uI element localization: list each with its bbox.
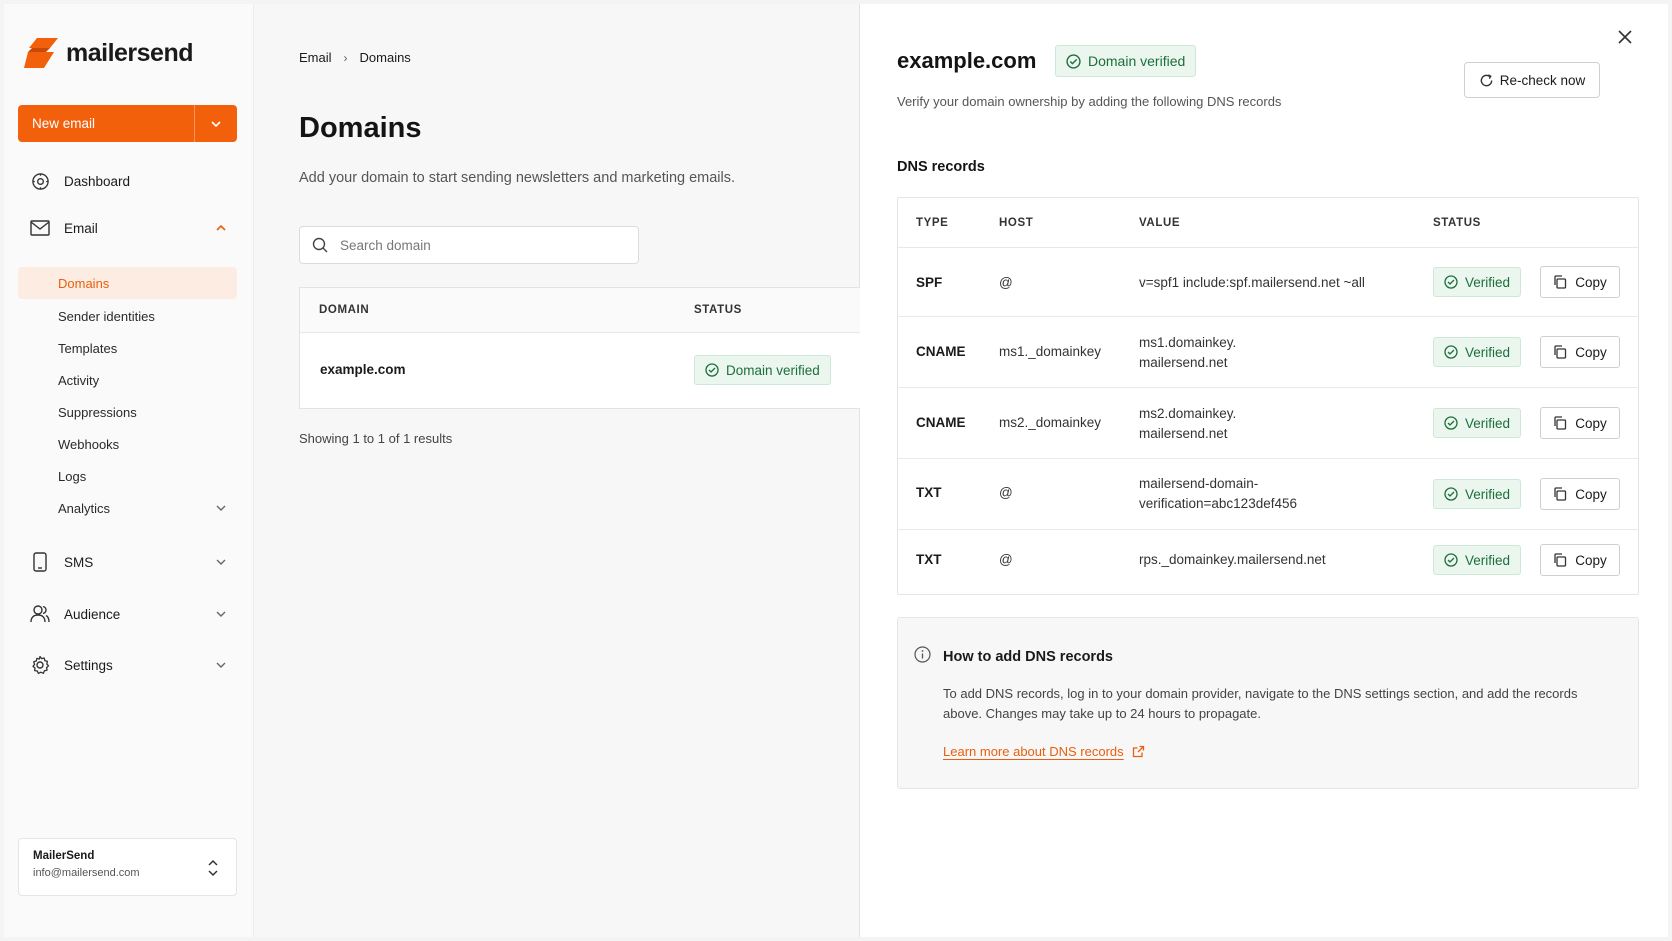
table-row — [898, 317, 1638, 388]
users-icon — [30, 604, 50, 624]
recheck-button[interactable]: Re-check now — [1464, 62, 1600, 98]
status-badge: Domain verified — [694, 355, 831, 385]
chevron-down-icon — [215, 502, 227, 514]
record-host: @ — [999, 485, 1013, 500]
mailersend-logo-icon — [24, 36, 60, 70]
refresh-icon — [1479, 73, 1494, 88]
dns-records-table — [897, 197, 1639, 595]
gauge-icon — [30, 171, 50, 191]
record-value[interactable]: rps._domainkey.mailersend.net — [1139, 552, 1326, 567]
column-header-type: TYPE — [916, 217, 949, 229]
nav-sms[interactable] — [18, 544, 237, 580]
column-header-host: HOST — [999, 217, 1034, 229]
breadcrumb-email[interactable]: Email — [299, 50, 332, 65]
record-type: CNAME — [916, 415, 966, 430]
column-header-value: VALUE — [1139, 217, 1181, 229]
check-circle-icon — [1444, 416, 1458, 430]
page-subtitle: Add your domain to start sending newsletters and marketing emails. — [299, 170, 736, 186]
account-name: MailerSend — [33, 850, 95, 862]
brand-logo[interactable] — [24, 36, 193, 70]
sidebar-item-templates[interactable]: Templates — [58, 340, 118, 356]
account-email: info@mailersend.com — [33, 867, 140, 879]
status-badge: Verified — [1433, 267, 1521, 297]
main-content — [254, 4, 860, 937]
copy-button[interactable]: Copy — [1540, 266, 1620, 298]
check-circle-icon — [1444, 487, 1458, 501]
table-row — [898, 388, 1638, 459]
copy-icon — [1553, 487, 1567, 501]
domain-status-badge: Domain verified — [1055, 45, 1196, 77]
column-header-domain[interactable]: DOMAIN — [319, 304, 370, 316]
record-type: CNAME — [916, 344, 966, 359]
record-type: SPF — [916, 275, 943, 290]
record-value[interactable]: v=spf1 include:spf.mailersend.net ~all — [1139, 275, 1365, 290]
sidebar-item-logs[interactable]: Logs — [58, 468, 87, 484]
domain-detail-drawer — [860, 4, 1668, 937]
drawer-subtitle: Verify your domain ownership by adding the following DNS records — [897, 94, 1282, 109]
breadcrumb-domains: Domains — [359, 50, 411, 65]
table-header — [300, 288, 861, 333]
sidebar-item-activity[interactable]: Activity — [58, 372, 100, 388]
sidebar — [4, 4, 254, 937]
table-header — [898, 198, 1638, 248]
column-header-status[interactable]: STATUS — [694, 304, 742, 316]
table-row — [898, 459, 1638, 530]
record-host: @ — [999, 275, 1013, 290]
chevron-up-down-icon — [206, 859, 220, 877]
table-row[interactable] — [300, 333, 861, 409]
chevron-down-icon — [215, 608, 227, 620]
sidebar-item-analytics[interactable]: Analytics — [18, 492, 237, 524]
search-box[interactable] — [299, 226, 639, 264]
nav-audience-label: Audience — [64, 606, 121, 622]
nav-settings[interactable] — [18, 647, 237, 683]
pagination-summary: Showing 1 to 1 of 1 results — [299, 431, 453, 446]
search-icon — [312, 237, 328, 253]
info-icon — [914, 646, 931, 663]
check-circle-icon — [1066, 54, 1081, 69]
chevron-down-icon — [215, 659, 227, 671]
table-row — [898, 248, 1638, 317]
status-badge: Verified — [1433, 337, 1521, 367]
status-badge: Verified — [1433, 479, 1521, 509]
help-title: How to add DNS records — [943, 649, 1113, 665]
record-value[interactable]: ms2.domainkey. mailersend.net — [1139, 406, 1237, 441]
nav-email-label: Email — [64, 220, 98, 236]
new-email-button[interactable] — [18, 105, 237, 142]
envelope-icon — [30, 218, 50, 238]
help-text: To add DNS records, log in to your domain provider, navigate to the DNS settings section, and add the records above. Changes may take up to 24 hours to propagate. — [943, 686, 1578, 721]
nav-dashboard-label: Dashboard — [64, 173, 131, 189]
sidebar-item-webhooks[interactable]: Webhooks — [58, 436, 120, 452]
app-window — [4, 4, 1668, 937]
copy-icon — [1553, 416, 1567, 430]
gear-icon — [30, 655, 50, 675]
nav-settings-label: Settings — [64, 657, 113, 673]
check-circle-icon — [705, 363, 719, 377]
breadcrumb — [299, 50, 411, 65]
nav-dashboard[interactable] — [18, 163, 237, 199]
learn-more-link[interactable]: Learn more about DNS records — [943, 744, 1145, 759]
copy-button[interactable]: Copy — [1540, 478, 1620, 510]
chevron-down-icon — [210, 118, 222, 130]
record-value[interactable]: ms1.domainkey. mailersend.net — [1139, 335, 1237, 370]
copy-button[interactable]: Copy — [1540, 407, 1620, 439]
chevron-right-icon: › — [343, 50, 348, 65]
sidebar-item-suppressions[interactable]: Suppressions — [58, 404, 137, 420]
nav-audience[interactable] — [18, 596, 237, 632]
phone-icon — [30, 552, 50, 572]
copy-button[interactable]: Copy — [1540, 544, 1620, 576]
record-type: TXT — [916, 485, 942, 500]
record-value[interactable]: mailersend-domain- verification=abc123def456 — [1139, 476, 1297, 511]
column-header-status: STATUS — [1433, 217, 1481, 229]
sidebar-item-domains[interactable]: Domains — [18, 267, 237, 299]
chevron-up-icon[interactable] — [215, 222, 227, 234]
brand-name: mailersend — [66, 38, 194, 67]
drawer-title: example.com — [897, 48, 1037, 73]
account-switcher[interactable] — [18, 838, 237, 896]
check-circle-icon — [1444, 553, 1458, 567]
nav-email[interactable] — [18, 210, 237, 246]
domain-name[interactable]: example.com — [320, 362, 406, 377]
page-title: Domains — [299, 112, 422, 144]
status-badge: Verified — [1433, 545, 1521, 575]
external-link-icon — [1132, 745, 1145, 758]
copy-icon — [1553, 553, 1567, 567]
new-email-label: New email — [32, 116, 96, 131]
search-input[interactable] — [340, 238, 610, 253]
new-email-dropdown[interactable] — [194, 105, 237, 142]
dns-records-title: DNS records — [897, 159, 985, 175]
nav-sms-label: SMS — [64, 554, 94, 570]
record-host: ms2._domainkey — [999, 415, 1102, 430]
check-circle-icon — [1444, 275, 1458, 289]
copy-icon — [1553, 345, 1567, 359]
close-icon[interactable] — [1616, 28, 1634, 46]
dns-help-box — [897, 617, 1639, 789]
record-type: TXT — [916, 552, 942, 567]
chevron-down-icon — [215, 556, 227, 568]
sidebar-item-sender-identities[interactable]: Sender identities — [58, 308, 155, 324]
table-row — [898, 530, 1638, 592]
status-badge: Verified — [1433, 408, 1521, 438]
copy-button[interactable]: Copy — [1540, 336, 1620, 368]
copy-icon — [1553, 275, 1567, 289]
check-circle-icon — [1444, 345, 1458, 359]
domains-table — [299, 287, 861, 409]
record-host: ms1._domainkey — [999, 344, 1102, 359]
record-host: @ — [999, 552, 1013, 567]
